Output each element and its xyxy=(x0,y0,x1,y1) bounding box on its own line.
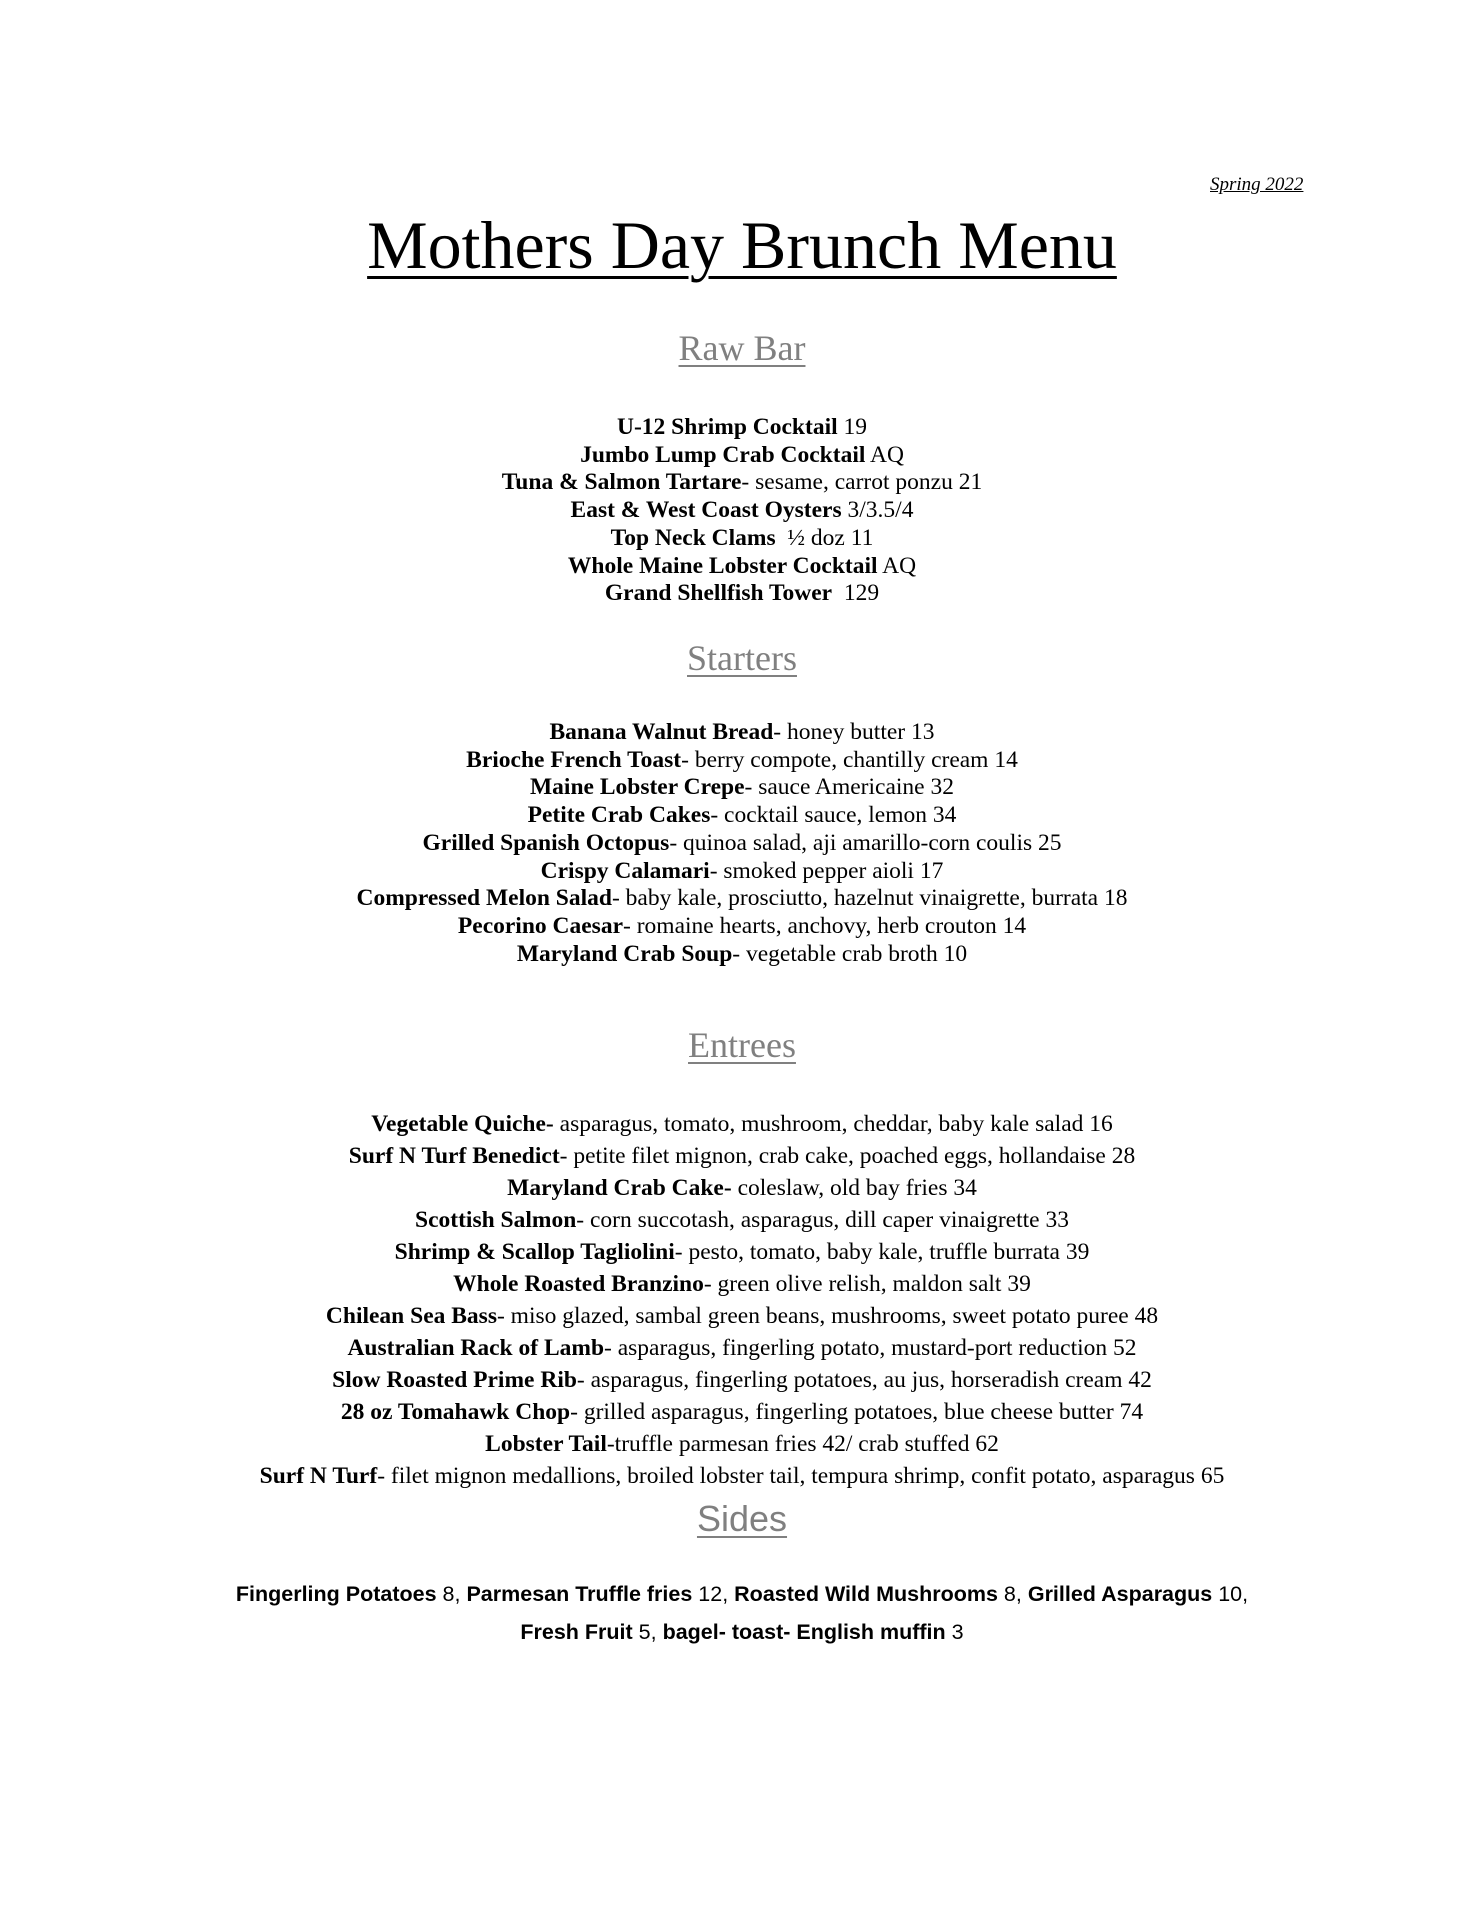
menu-item-description: - grilled asparagus, fingerling potatoes, blue cheese butter 74 xyxy=(570,1399,1144,1425)
sides-line-2 xyxy=(0,1613,1484,1651)
menu-item-description: - berry compote, chantilly cream 14 xyxy=(681,746,1018,773)
menu-item-name: Lobster Tail xyxy=(485,1431,607,1457)
starter-item xyxy=(0,774,1484,802)
menu-item-name: Slow Roasted Prime Rib xyxy=(332,1367,577,1393)
menu-item-name: Whole Roasted Branzino xyxy=(453,1271,704,1297)
menu-item-name: 28 oz Tomahawk Chop xyxy=(340,1399,571,1425)
entree-item xyxy=(0,1300,1484,1332)
menu-item-name: East & West Coast Oysters xyxy=(570,497,842,524)
menu-item-name: Vegetable Quiche- xyxy=(371,1111,554,1137)
raw-bar-item xyxy=(0,580,1484,608)
side-item-name: bagel- toast- English muffin xyxy=(662,1620,946,1644)
sides-line-1 xyxy=(0,1575,1484,1613)
entree-item xyxy=(0,1364,1484,1396)
menu-item-description: - baby kale, prosciutto, hazelnut vinaigrette, burrata 18 xyxy=(611,885,1128,912)
entree-item xyxy=(0,1268,1484,1300)
menu-item-name: Grilled Spanish Octopus xyxy=(422,829,670,856)
raw-bar-list xyxy=(0,414,1484,608)
menu-item-name: Grand Shellfish Tower xyxy=(604,580,833,607)
menu-item-name: Chilean Sea Bass xyxy=(325,1303,497,1329)
menu-item-name: Maryland Crab Soup xyxy=(516,940,733,967)
page-title: Mothers Day Brunch Menu xyxy=(367,207,1117,283)
menu-item-name: Crispy Calamari xyxy=(540,857,710,884)
starters-list xyxy=(0,719,1484,968)
menu-item-name: Jumbo Lump Crab Cocktail xyxy=(580,441,866,468)
menu-item-description: - corn succotash, asparagus, dill caper vinaigrette 33 xyxy=(576,1207,1069,1233)
menu-item-name: Brioche French Toast xyxy=(466,746,682,773)
menu-item-name: Shrimp & Scallop Tagliolini xyxy=(394,1239,675,1265)
entree-item xyxy=(0,1172,1484,1204)
starter-item xyxy=(0,941,1484,969)
starter-item xyxy=(0,830,1484,858)
menu-item-description: 129 xyxy=(832,580,880,607)
entree-item xyxy=(0,1332,1484,1364)
raw-bar-item xyxy=(0,553,1484,581)
menu-item-name: Maine Lobster Crepe xyxy=(530,774,745,801)
entrees-list xyxy=(0,1108,1484,1492)
starter-item xyxy=(0,913,1484,941)
section-title-sides: Sides xyxy=(696,1498,788,1539)
starter-item xyxy=(0,802,1484,830)
side-item-name: Grilled Asparagus xyxy=(1027,1582,1213,1606)
menu-item-description: - petite filet mignon, crab cake, poached eggs, hollandaise 28 xyxy=(559,1143,1136,1169)
entree-item xyxy=(0,1204,1484,1236)
entree-item xyxy=(0,1460,1484,1492)
menu-item-description: 3/3.5/4 xyxy=(841,497,914,524)
menu-item-description: - honey butter 13 xyxy=(773,719,935,745)
menu-item-description: - miso glazed, sambal green beans, mushrooms, sweet potato puree 48 xyxy=(496,1303,1159,1329)
menu-item-name: Whole Maine Lobster Cocktail xyxy=(567,552,878,579)
entree-item xyxy=(0,1396,1484,1428)
menu-item-description: - sauce Americaine 32 xyxy=(744,774,954,801)
menu-item-description: - asparagus, fingerling potatoes, au jus, horseradish cream 42 xyxy=(576,1367,1152,1393)
menu-item-name: Petite Crab Cakes xyxy=(527,802,711,829)
menu-item-description: asparagus, tomato, mushroom, cheddar, baby kale salad 16 xyxy=(553,1111,1113,1137)
menu-item-name: Compressed Melon Salad xyxy=(356,885,612,912)
side-item-price: 10, xyxy=(1212,1582,1249,1606)
section-title-entrees: Entrees xyxy=(688,1025,796,1065)
entree-item xyxy=(0,1108,1484,1140)
menu-item-name: Australian Rack of Lamb xyxy=(347,1335,605,1361)
side-item-price: 3 xyxy=(945,1620,964,1644)
side-item-name: Fingerling Potatoes xyxy=(235,1582,437,1606)
menu-item-name: Maryland Crab Cake- xyxy=(507,1175,732,1201)
menu-item-description: - romaine hearts, anchovy, herb crouton 14 xyxy=(623,912,1027,939)
entree-item xyxy=(0,1140,1484,1172)
raw-bar-item xyxy=(0,497,1484,525)
entree-item xyxy=(0,1428,1484,1460)
menu-item-description: - pesto, tomato, baby kale, truffle burrata 39 xyxy=(674,1239,1090,1265)
menu-item-description: - smoked pepper aioli 17 xyxy=(709,857,944,884)
starter-item xyxy=(0,858,1484,886)
raw-bar-item xyxy=(0,525,1484,553)
menu-item-name: Banana Walnut Bread xyxy=(549,719,774,745)
menu-item-description: coleslaw, old bay fries 34 xyxy=(731,1175,977,1201)
menu-item-description: - cocktail sauce, lemon 34 xyxy=(710,802,957,829)
menu-item-name: Pecorino Caesar xyxy=(457,912,624,939)
season-label: Spring 2022 xyxy=(1210,174,1304,195)
menu-item-description: - green olive relish, maldon salt 39 xyxy=(703,1271,1031,1297)
menu-item-description: AQ xyxy=(877,552,917,579)
starter-item xyxy=(0,719,1484,747)
menu-item-description: AQ xyxy=(865,441,904,468)
side-item-price: 5, xyxy=(632,1620,663,1644)
menu-item-name: U-12 Shrimp Cocktail xyxy=(616,414,838,440)
raw-bar-item xyxy=(0,414,1484,442)
side-item-price: 8, xyxy=(436,1582,467,1606)
menu-item-description: - quinoa salad, aji amarillo-corn coulis 25 xyxy=(669,829,1062,856)
raw-bar-item xyxy=(0,442,1484,470)
starter-item xyxy=(0,747,1484,775)
side-item-name: Parmesan Truffle fries xyxy=(466,1582,693,1606)
raw-bar-item xyxy=(0,469,1484,497)
menu-item-description: -truffle parmesan fries 42/ crab stuffed 62 xyxy=(606,1431,999,1457)
menu-item-name: Scottish Salmon xyxy=(415,1207,577,1233)
side-item-price: 8, xyxy=(997,1582,1028,1606)
sides-list xyxy=(0,1575,1484,1651)
entree-item xyxy=(0,1236,1484,1268)
menu-item-name: Surf N Turf xyxy=(259,1463,378,1489)
starter-item xyxy=(0,885,1484,913)
section-title-raw-bar: Raw Bar xyxy=(678,328,806,368)
menu-item-name: Top Neck Clams xyxy=(610,524,776,551)
side-item-name: Fresh Fruit xyxy=(520,1620,633,1644)
menu-item-name: Tuna & Salmon Tartare xyxy=(501,469,742,496)
menu-item-description: - sesame, carrot ponzu 21 xyxy=(741,469,983,496)
menu-item-description: - filet mignon medallions, broiled lobster tail, tempura shrimp, confit potato, asparagus 65 xyxy=(377,1463,1225,1489)
side-item-price: 12, xyxy=(692,1582,735,1606)
menu-item-description: - vegetable crab broth 10 xyxy=(732,940,968,967)
menu-item-description: - asparagus, fingerling potato, mustard-port reduction 52 xyxy=(604,1335,1137,1361)
menu-item-description: 19 xyxy=(837,414,868,440)
menu-item-name: Surf N Turf Benedict xyxy=(348,1143,560,1169)
menu-item-description: ½ doz 11 xyxy=(775,524,874,551)
section-title-starters: Starters xyxy=(687,638,797,678)
side-item-name: Roasted Wild Mushrooms xyxy=(734,1582,998,1606)
